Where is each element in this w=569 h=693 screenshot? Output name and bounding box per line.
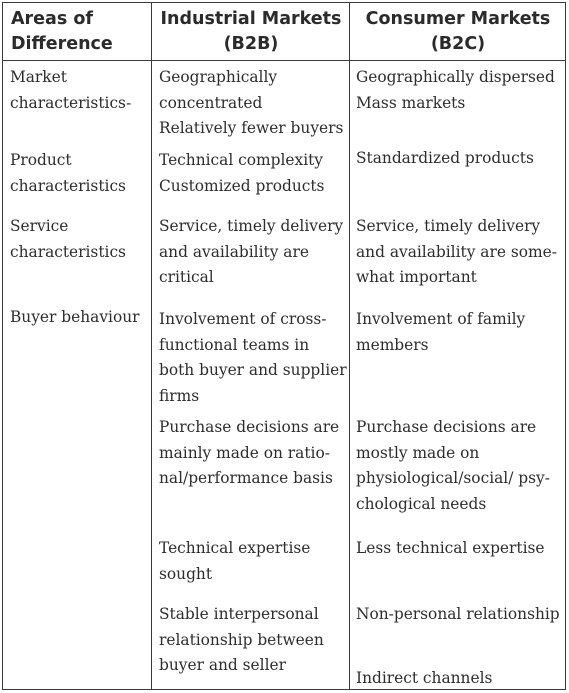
row-area-market-characteristics <box>10 65 131 116</box>
cell-line: Geographically <box>159 68 278 86</box>
comparison-table <box>2 2 566 690</box>
header-industrial-markets <box>153 3 349 61</box>
row-b2c-service-characteristics <box>356 214 557 291</box>
row-b2c-technical-expertise <box>356 536 545 562</box>
cell-line: Product <box>10 151 72 169</box>
row-b2b-technical-expertise <box>159 536 310 587</box>
cell-line: Service, timely delivery <box>159 217 344 235</box>
header-areas-of-difference <box>11 3 149 61</box>
cell-line: functional teams in <box>159 335 310 354</box>
cell-line: buyer and seller <box>159 656 286 674</box>
header-line: (B2C) <box>430 34 486 54</box>
cell-line: Purchase decisions are <box>159 418 340 436</box>
cell-line: Less technical expertise <box>356 539 545 557</box>
row-b2b-service-characteristics <box>159 214 343 291</box>
cell-line: Stable interpersonal <box>159 605 319 623</box>
row-b2b-buyer-involvement <box>159 307 347 409</box>
cell-line: physiological/social/ psy- <box>356 469 550 487</box>
cell-line: Involvement of family <box>356 310 526 328</box>
cell-line: characteristics <box>10 176 126 195</box>
cell-line: and availability are <box>159 242 309 261</box>
cell-line: mostly made on <box>356 443 480 462</box>
cell-line: Non-personal relationship <box>356 605 560 623</box>
row-b2c-market-characteristics <box>356 65 555 116</box>
row-b2b-market-characteristics <box>159 65 343 142</box>
cell-line: Service <box>10 217 69 235</box>
cell-line: Customized products <box>159 176 325 195</box>
header-line: (B2B) <box>223 34 279 54</box>
header-line: Consumer Markets <box>365 9 551 29</box>
cell-line: Purchase decisions are <box>356 418 537 436</box>
cell-line: chological needs <box>356 494 487 513</box>
row-b2c-purchase-decisions <box>356 415 550 517</box>
row-b2c-buyer-involvement <box>356 307 525 358</box>
cell-line: Technical complexity <box>159 151 323 169</box>
cell-line: and availability are some- <box>356 242 557 261</box>
cell-line: characteristics- <box>10 93 132 112</box>
column-divider <box>349 3 350 689</box>
row-b2c-relationship <box>356 602 560 628</box>
row-b2b-relationship <box>159 602 324 679</box>
column-divider <box>151 3 152 689</box>
cell-line: concentrated <box>159 93 263 112</box>
row-area-product-characteristics <box>10 148 126 199</box>
cell-line: Market <box>10 68 67 86</box>
cell-line: Buyer behaviour <box>10 308 140 326</box>
row-b2b-purchase-decisions <box>159 415 339 492</box>
cell-line: mainly made on ratio- <box>159 443 330 462</box>
header-consumer-markets <box>351 3 565 61</box>
header-line: Industrial Markets <box>160 9 342 29</box>
row-b2c-channels <box>356 666 492 692</box>
cell-line: Technical expertise <box>159 539 311 557</box>
cell-line: characteristics <box>10 242 126 261</box>
header-line: Difference <box>11 34 113 54</box>
cell-line: relationship between <box>159 630 324 649</box>
cell-line: sought <box>159 564 213 583</box>
row-area-buyer-behaviour <box>10 305 139 331</box>
header-line: Areas of <box>11 9 93 29</box>
cell-line: both buyer and supplier <box>159 361 347 379</box>
table-header-row <box>3 3 565 61</box>
cell-line: firms <box>159 386 200 405</box>
cell-line: nal/performance basis <box>159 469 333 487</box>
row-b2c-product-characteristics <box>356 146 534 172</box>
cell-line: Mass markets <box>356 93 466 112</box>
cell-line: Indirect channels <box>356 669 493 687</box>
cell-line: Service, timely delivery <box>356 217 541 235</box>
cell-line: Geographically dispersed <box>356 68 555 86</box>
cell-line: Standardized products <box>356 149 534 167</box>
cell-line: what important <box>356 268 477 286</box>
row-b2b-product-characteristics <box>159 148 324 199</box>
cell-line: members <box>356 335 429 354</box>
cell-line: Relatively fewer buyers <box>159 119 344 137</box>
cell-line: critical <box>159 268 214 286</box>
cell-line: Involvement of cross- <box>159 310 327 328</box>
row-area-service-characteristics <box>10 214 126 265</box>
